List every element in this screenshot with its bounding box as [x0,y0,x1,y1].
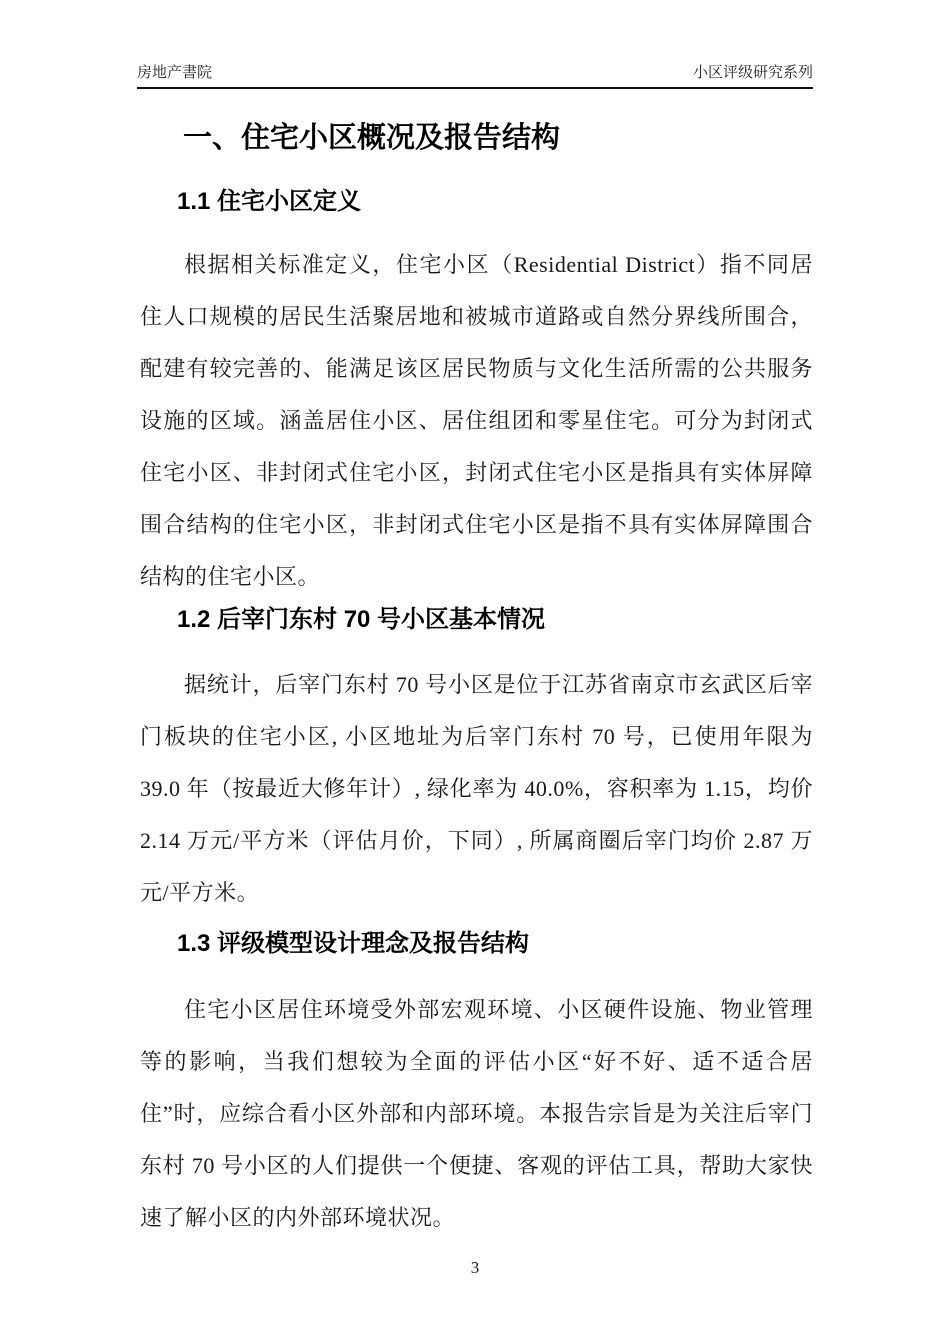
paragraph-basic-info: 据统计，后宰门东村 70 号小区是位于江苏省南京市玄武区后宰门板块的住宅小区, 小区地址为后宰门东村 70 号，已使用年限为 39.0 年（按最近大修年计）, 绿化率为 40.0%，容积率为 1.15，均价 2.14 万元/平方米（评估月价，下同）, 所属商圈后宰门均价 2.87 万元/平方米。 [140,672,813,905]
page-number: 3 [470,1258,480,1277]
page-title: 一、住宅小区概况及报告结构 [183,122,561,154]
section-heading-1-1: 1.1 住宅小区定义 [177,188,362,215]
header-left-text: 房地产書院 [137,64,213,81]
paragraph-definition: 根据相关标准定义，住宅小区（Residential District）指不同居住人口规模的居民生活聚居地和被城市道路或自然分界线所围合，配建有较完善的、能满足该区居民物质与文化生活所需的公共服务设施的区域。涵盖居住小区、居住组团和零星住宅。可分为封闭式住宅小区、非封闭式住宅小区，封闭式住宅小区是指具有实体屏障围合结构的住宅小区，非封闭式住宅小区是指不具有实体屏障围合结构的住宅小区。 [140,252,813,589]
document-body [140,89,813,1244]
section-heading-1-2: 1.2 后宰门东村 70 号小区基本情况 [177,606,546,633]
paragraph-rating-model: 住宅小区居住环境受外部宏观环境、小区硬件设施、物业管理等的影响，当我们想较为全面的评估小区“好不好、适不适合居住”时，应综合看小区外部和内部环境。本报告宗旨是为关注后宰门东村 70 号小区的人们提供一个便捷、客观的评估工具，帮助大家快速了解小区的内外部环境状况。 [140,997,813,1230]
section-heading-1-3: 1.3 评级模型设计理念及报告结构 [177,930,530,957]
header-right-text: 小区评级研究系列 [692,64,813,81]
page-header [137,63,813,89]
